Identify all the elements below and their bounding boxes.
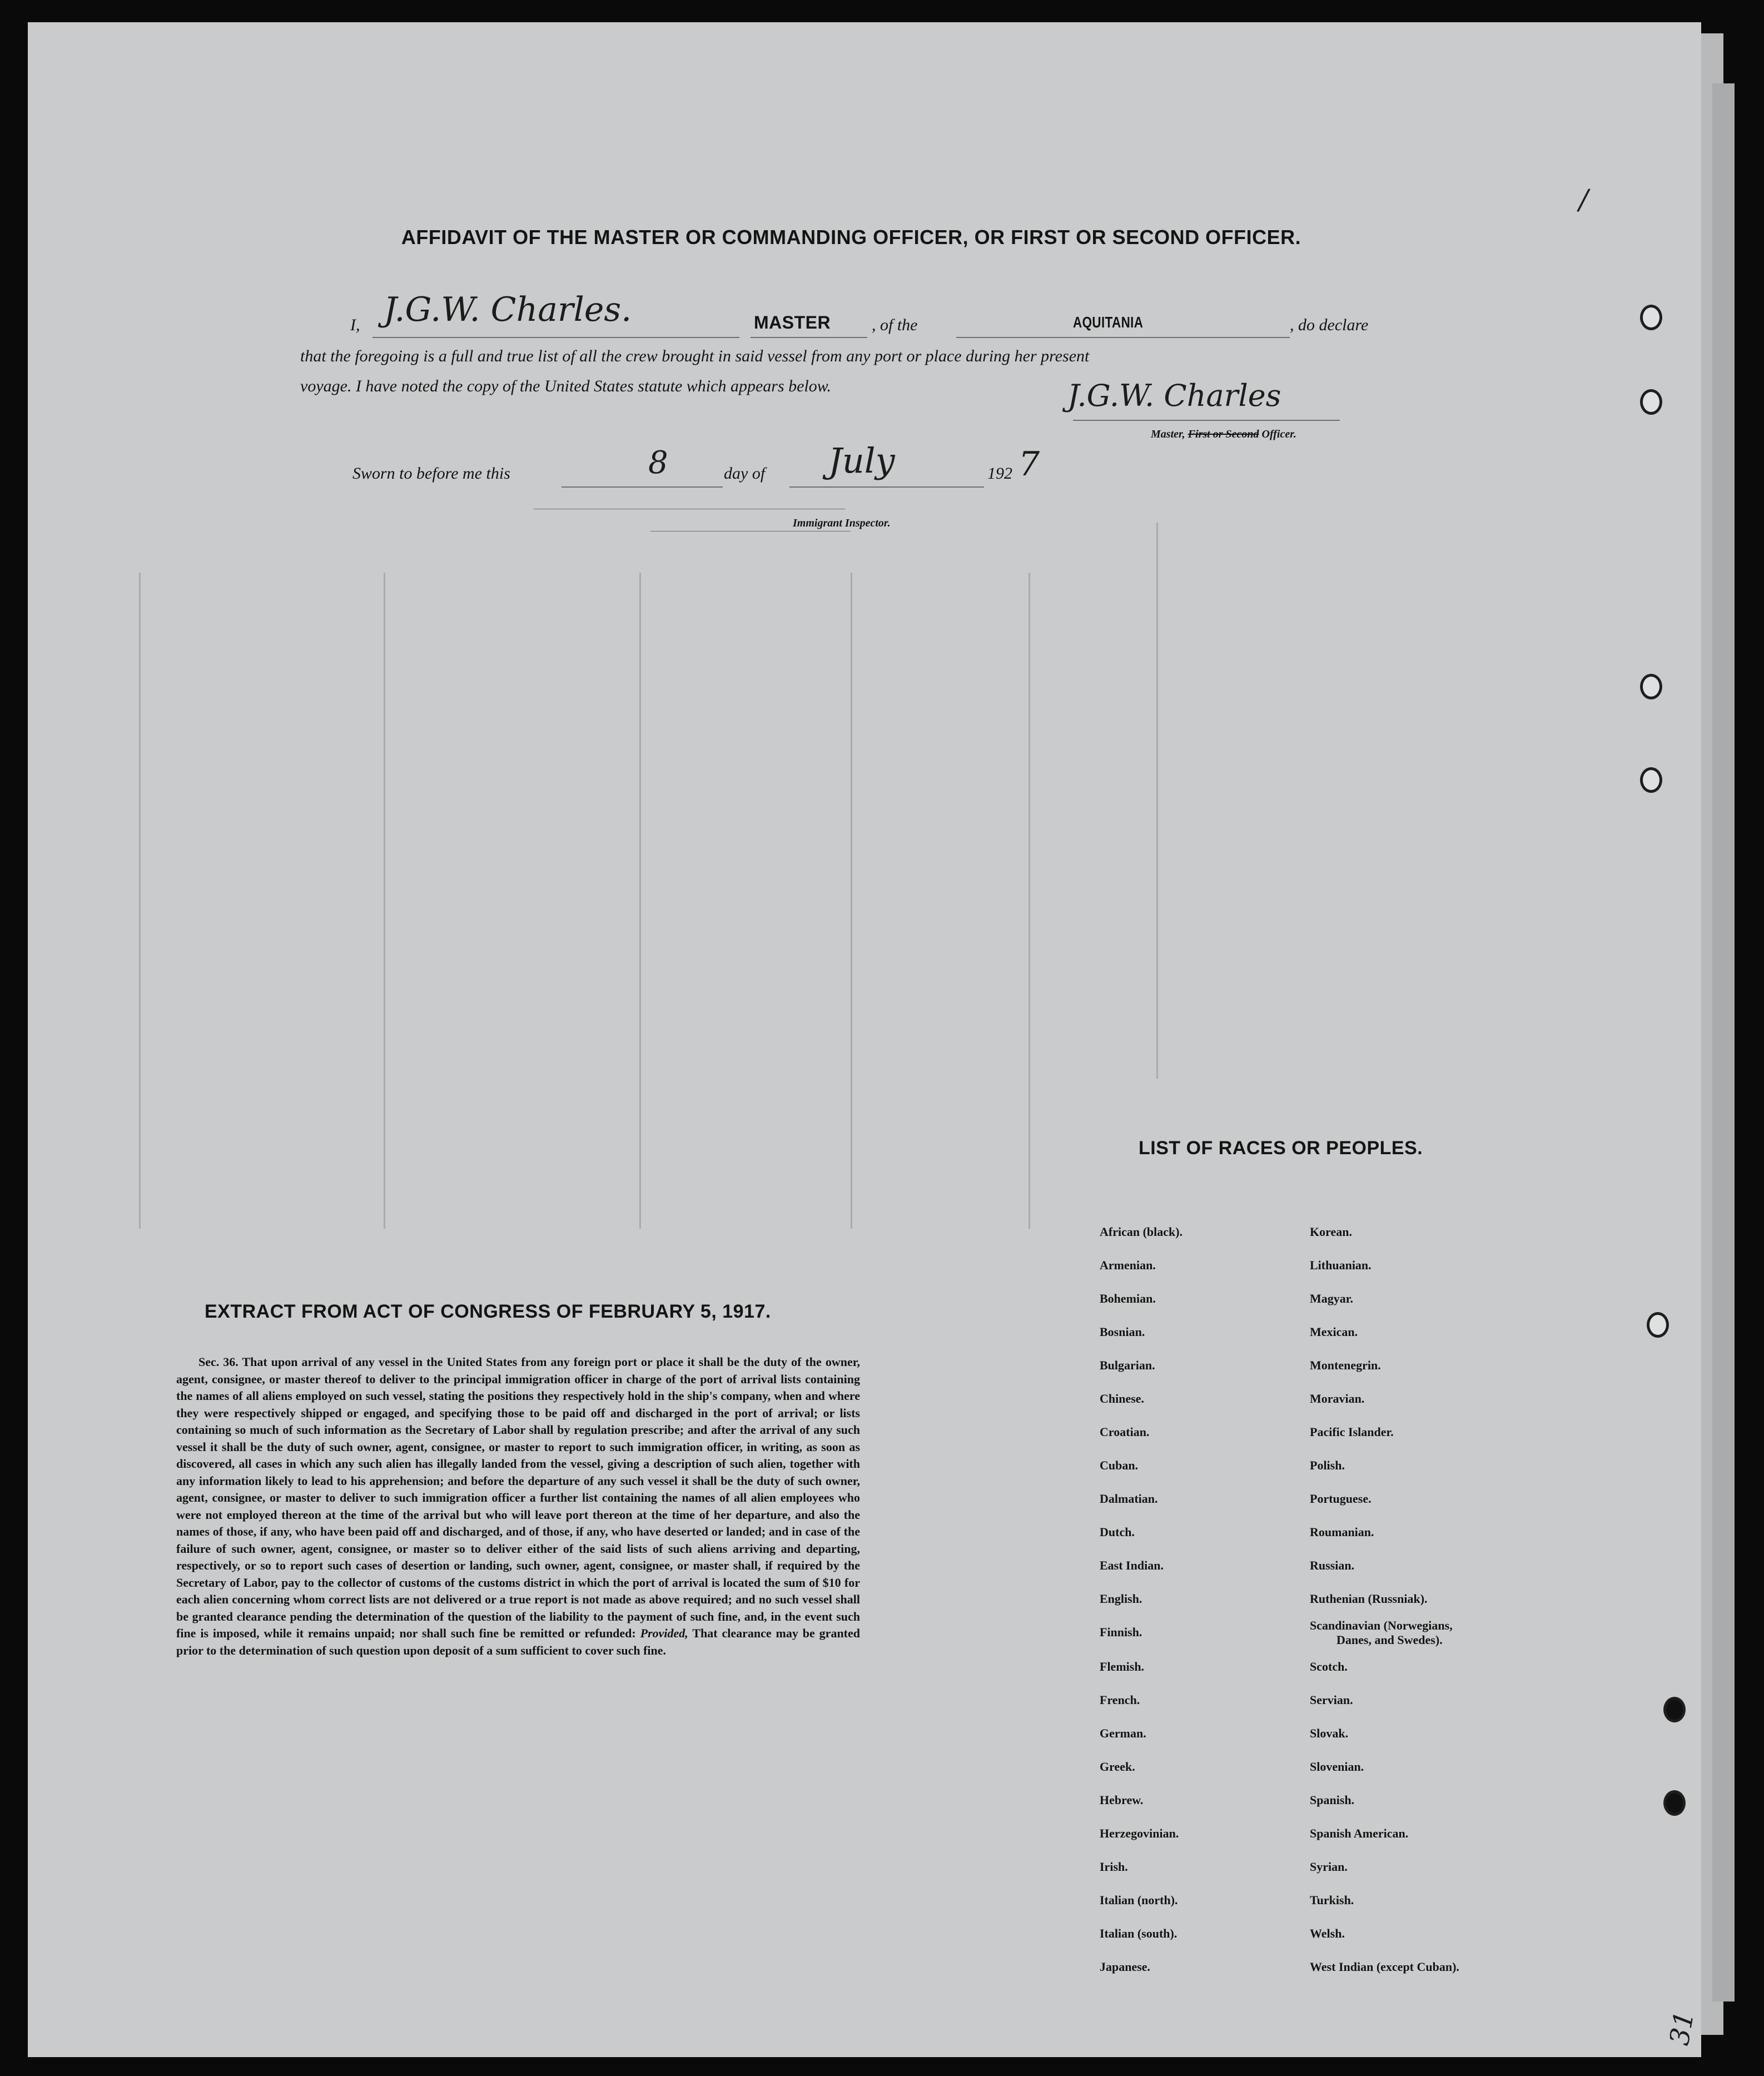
binder-hole (1640, 767, 1662, 793)
inspector-line-2 (650, 531, 851, 532)
race-item: Finnish. (1100, 1625, 1142, 1639)
caption-struck: First or Second (1187, 428, 1259, 440)
race-item: Bosnian. (1100, 1325, 1145, 1339)
race-item: Croatian. (1100, 1425, 1150, 1439)
race-item: Slovenian. (1310, 1760, 1364, 1774)
affidavit-title: AFFIDAVIT OF THE MASTER OR COMMANDING OFFICER, OR FIRST OR SECOND OFFICER. (401, 226, 1301, 249)
race-item: Spanish. (1310, 1793, 1355, 1807)
binder-hole (1647, 1312, 1669, 1338)
race-item: Irish. (1100, 1860, 1128, 1874)
race-item: Dalmatian. (1100, 1492, 1158, 1506)
race-item: Pacific Islander. (1310, 1425, 1394, 1439)
race-item: Welsh. (1310, 1926, 1345, 1940)
day-of-label: day of (724, 464, 766, 483)
race-item: Polish. (1310, 1458, 1345, 1472)
race-item: Moravian. (1310, 1392, 1365, 1405)
race-item: Syrian. (1310, 1860, 1348, 1874)
race-item: African (black). (1100, 1225, 1183, 1239)
ghost-column-rule (639, 573, 641, 1229)
race-item: Lithuanian. (1310, 1258, 1372, 1272)
caption-master: Master, (1151, 428, 1185, 440)
year-written: 7 (1018, 445, 1040, 484)
race-item: Greek. (1100, 1760, 1135, 1774)
ghost-column-rule (851, 573, 852, 1229)
race-item: Hebrew. (1100, 1793, 1144, 1807)
signature-line (1073, 420, 1340, 421)
extract-title: EXTRACT FROM ACT OF CONGRESS OF FEBRUARY 5, 1917. (205, 1301, 771, 1322)
race-item: English. (1100, 1592, 1142, 1606)
month-line (789, 486, 984, 488)
binder-hole (1640, 674, 1662, 699)
race-item: Herzegovinian. (1100, 1826, 1179, 1840)
of-the-label: , of the (872, 316, 918, 334)
race-item: Mexican. (1310, 1325, 1358, 1339)
affidavit-prefix: I, (350, 316, 360, 334)
margin-mark-top: / (1579, 183, 1588, 216)
affidavit-line-3: voyage. I have noted the copy of the United States statute which appears below. (300, 377, 832, 395)
race-item: Armenian. (1100, 1258, 1156, 1272)
race-item: Cuban. (1100, 1458, 1139, 1472)
section-label: Sec. 36. (198, 1355, 238, 1369)
race-item: German. (1100, 1726, 1146, 1740)
race-item: Chinese. (1100, 1392, 1145, 1405)
extract-text-b: That clearance may be granted prior to the determination of such question upon deposit of a sum sufficient to cover such fine. (176, 1626, 861, 1657)
race-item: Japanese. (1100, 1960, 1151, 1974)
page-edge-right-2 (1712, 83, 1735, 2001)
binder-hole (1663, 1790, 1686, 1816)
do-declare-label: , do declare (1290, 316, 1369, 334)
provided-word: Provided, (640, 1626, 688, 1640)
race-item: Servian. (1310, 1693, 1353, 1707)
signature-caption (1151, 428, 1296, 441)
inspector-label: Immigrant Inspector. (793, 517, 891, 529)
race-item: Roumanian. (1310, 1525, 1374, 1539)
binder-hole (1663, 1697, 1686, 1722)
caption-officer: Officer. (1261, 428, 1296, 440)
ghost-column-rule (139, 573, 141, 1229)
race-item: Bohemian. (1100, 1292, 1156, 1305)
race-item: Korean. (1310, 1225, 1352, 1239)
races-title: LIST OF RACES OR PEOPLES. (1139, 1138, 1423, 1159)
role-line (751, 337, 867, 338)
margin-mark-bottom: 31 (1663, 2009, 1701, 2048)
race-item: Flemish. (1100, 1660, 1145, 1673)
month-value: July (828, 440, 895, 481)
race-item: Slovak. (1310, 1726, 1349, 1740)
ghost-column-rule (1028, 573, 1030, 1229)
race-item: Bulgarian. (1100, 1358, 1155, 1372)
master-signature-2: J.G.W. Charles (1067, 378, 1281, 413)
race-item: Ruthenian (Russniak). (1310, 1592, 1428, 1606)
manifest-page (28, 22, 1701, 2057)
race-item: Italian (north). (1100, 1893, 1178, 1907)
race-item: East Indian. (1100, 1558, 1164, 1572)
race-item: Dutch. (1100, 1525, 1135, 1539)
ghost-column-rule (1156, 523, 1158, 1079)
master-name-line (372, 337, 739, 338)
binder-hole (1640, 389, 1662, 415)
sworn-label: Sworn to before me this (352, 464, 510, 483)
race-item: West Indian (except Cuban). (1310, 1960, 1459, 1974)
race-item: Spanish American. (1310, 1826, 1409, 1840)
race-item: Italian (south). (1100, 1926, 1177, 1940)
affidavit-line-2: that the foregoing is a full and true list of all the crew brought in said vessel from any port or place during her present (300, 347, 1090, 365)
race-item: Scandinavian (Norwegians, (1310, 1618, 1453, 1632)
race-item: Danes, and Swedes). (1336, 1633, 1443, 1647)
vessel-name: AQUITANIA (1073, 314, 1144, 331)
year-printed: 192 (987, 464, 1012, 483)
race-item: Turkish. (1310, 1893, 1354, 1907)
master-signature: J.G.W. Charles. (384, 290, 632, 329)
race-item: Scotch. (1310, 1660, 1348, 1673)
race-item: Russian. (1310, 1558, 1355, 1572)
extract-body (176, 1354, 860, 1659)
master-role: MASTER (754, 312, 831, 332)
day-value: 8 (648, 445, 668, 481)
race-item: Montenegrin. (1310, 1358, 1381, 1372)
binder-hole (1640, 305, 1662, 330)
race-item: Magyar. (1310, 1292, 1354, 1305)
race-item: French. (1100, 1693, 1140, 1707)
ghost-column-rule (384, 573, 385, 1229)
vessel-line (956, 337, 1290, 338)
extract-text-a: That upon arrival of any vessel in the United States from any foreign port or place it shall be the duty of the owner, agent, consignee, or master thereof to deliver to the principal immigration officer in charge of the port of arrival lists containing the names of all aliens employed on such vessel, stating the positions they respectively hold in the ship's company, when and where they were respectively shipped or engaged, and specifying those to be paid off and discharged in the port of arrival; or lists containing so much of such information as the Secretary of Labor shall by regulation prescribe; and after the arrival of any such vessel it shall be the duty of such owner, agent, consignee, or master to report to such immigration officer, in writing, as soon as discovered, all cases in which any such alien has illegally landed from the vessel, giving a description of such alien, together with any information likely to lead to his apprehension; and before the departure of any such vessel it shall be the duty of such owner, agent, consignee, or master to deliver to such immigration officer a further list containing the names of all alien employees who were not employed thereon at the time of the arrival but who will leave port thereon at the time of her departure, and also the names of those, if any, who have been paid off and discharged, and of those, if any, who have deserted or landed; and in case of the failure of such owner, agent, consignee, or master so to deliver either of the said lists of such aliens arriving and departing, respectively, or so to report such cases of desertion or landing, such owner, agent, consignee, or master shall, if required by the Secretary of Labor, pay to the collector of customs of the customs district in which the port of arrival is located the sum of $10 for each alien concerning whom correct lists are not delivered or a true report is not made as above required; and no such vessel shall be granted clearance pending the determination of the question of the liability to the payment of such fine, and, in the event such fine is imposed, while it remains unpaid; nor shall such fine be remitted or refunded: (176, 1355, 860, 1640)
race-item: Portuguese. (1310, 1492, 1372, 1506)
day-line (562, 486, 723, 488)
